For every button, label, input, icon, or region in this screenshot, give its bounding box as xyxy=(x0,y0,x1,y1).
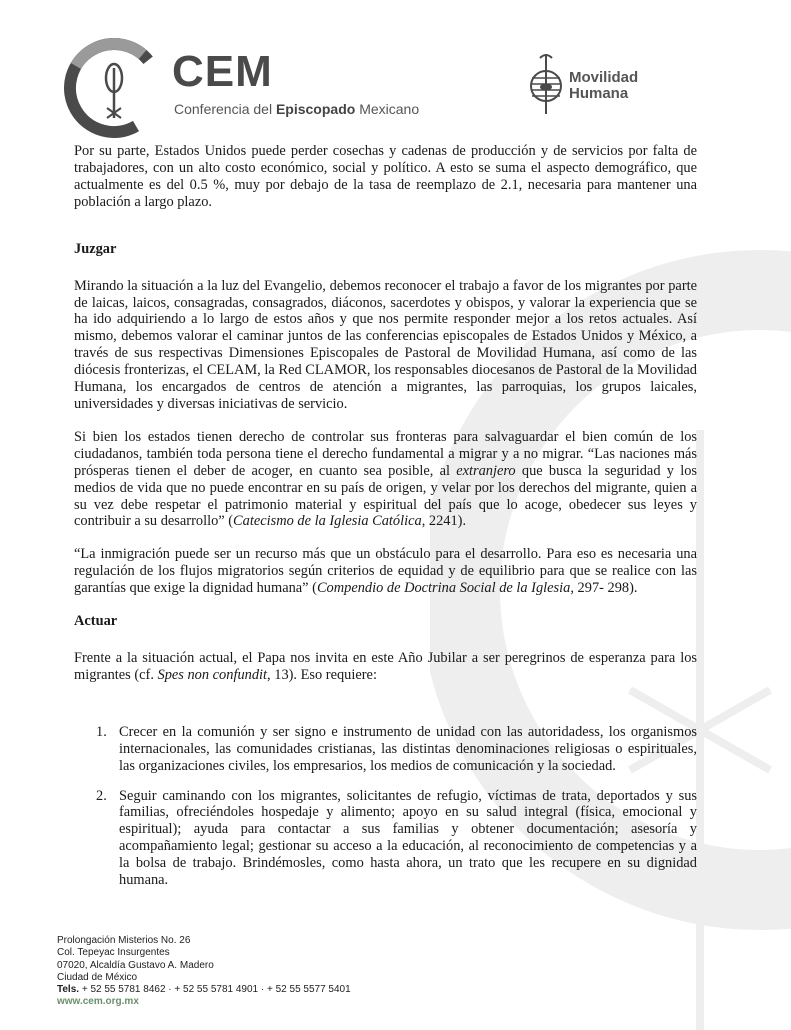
footer-address-line: 07020, Alcaldía Gustavo A. Madero xyxy=(57,959,214,971)
page-footer xyxy=(57,935,351,1009)
document-body xyxy=(74,143,697,889)
paragraph-evangelio: Mirando la situación a la luz del Evangelio, debemos reconocer el trabajo a favor de los migrantes por parte de laicas, laicos, consagradas, consagrados, diáconos, sacerdotes y obispos, y valorar la experiencia que se ha ido adquiriendo a lo largo de estos años y que nos permite responder mejor a los retos actuales. Así mismo, debemos valorar el caminar juntos de las conferencias episcopales de Estados Unidos y México, a través de sus respectivas Dimensiones Episcopales de Pastoral de Movilidad Humana, así como de las diócesis fronterizas, el CELAM, la Red CLAMOR, los responsables diocesanos de Pastoral de la Movilidad Humana, los encargados de centros de atención a migrantes, las parroquias, los grupos laicales, universidades y diversas iniciativas de servicio. xyxy=(74,277,697,412)
paragraph-papa: Frente a la situación actual, el Papa nos invita en este Año Jubilar a ser peregrinos de esperanza para los migrantes (cf. Spes non confundit, 13). Eso requiere: xyxy=(74,650,697,683)
cem-subtitle: Conferencia del Episcopado Mexicano xyxy=(174,101,420,117)
list-item-number: 1. xyxy=(96,723,107,740)
heading-juzgar: Juzgar xyxy=(74,240,117,257)
footer-phones: Tels. + 52 55 5781 8462 · + 52 55 5781 4901 · + 52 55 5577 5401 xyxy=(57,984,351,996)
list-item xyxy=(74,724,697,775)
list-item-text: Crecer en la comunión y ser signo e instrumento de unidad con las autoridadess, los organismos internacionales, las comunidades cristianas, las distintas denominaciones religiosas o espirituales, las organizaciones civiles, los empresarios, los medios de comunicación y la sociedad. xyxy=(119,723,697,774)
footer-address-line: Ciudad de México xyxy=(57,971,138,983)
footer-address-line: Col. Tepeyac Insurgentes xyxy=(57,947,170,959)
heading-actuar: Actuar xyxy=(74,613,118,630)
cem-logo-text: CEM xyxy=(172,47,273,96)
cem-emblem-icon xyxy=(64,38,164,138)
movilidad-humana-emblem-icon xyxy=(526,50,566,116)
paragraph-fronteras: Si bien los estados tienen derecho de controlar sus fronteras para salvaguardar el bien común de los ciudadanos, también toda persona tiene el derecho fundamental a migrar y a no migrar. “Las naciones más prósperas tienen el deber de acoger, en cuanto sea posible, al extranjero que busca la seguridad y los medios de vida que no puede encontrar en su país de origen, y velar por los derechos del migrante, quien a su vez debe respetar el patrimonio material y espiritual del país que lo acoge, obedecer sus leyes y contribuir a su desarrollo” (Catecismo de la Iglesia Católica, 2241). xyxy=(74,428,698,530)
list-item xyxy=(74,788,697,889)
paragraph-inmigracion: “La inmigración puede ser un recurso más que un obstáculo para el desarrollo. Para eso es necesaria una regulación de los flujos migratorios según criterios de equidad y de equilibrio para que se realice con las garantías que exige la dignidad humana” (Compendio de Doctrina Social de la Iglesia, 297- 298). xyxy=(74,546,697,597)
paragraph-estados-unidos: Por su parte, Estados Unidos puede perder cosechas y cadenas de producción y de servicios por falta de trabajadores, con un alto costo económico, social y político. A esto se suma el aspecto demográfico, que actualmente es del 0.5 %, muy por debajo de la tasa de reemplazo de 2.1, necesaria para mantener una población a largo plazo. xyxy=(74,143,697,210)
list-item-number: 2. xyxy=(96,787,107,804)
list-item-text: Seguir caminando con los migrantes, solicitantes de refugio, víctimas de trata, deportados y sus familias, ofreciéndoles hospedaje y alimento; apoyo en su salud integral (física, emocional y espiritual); ayuda para contactar a sus familias y obtener documentación; asesoría y acompañamiento legal; gestionar su acceso a la educación, al reconocimiento de competencias y a la bolsa de trabajo. Brindémosles, como hasta ahora, un trato que les recupere en su dignidad humana. xyxy=(119,787,697,889)
footer-address-line: Prolongación Misterios No. 26 xyxy=(57,935,191,946)
action-list xyxy=(74,724,697,889)
movilidad-humana-logo-text: Movilidad Humana xyxy=(569,69,639,102)
page-header xyxy=(0,0,791,140)
footer-website-link[interactable]: www.cem.org.mx xyxy=(57,996,139,1008)
